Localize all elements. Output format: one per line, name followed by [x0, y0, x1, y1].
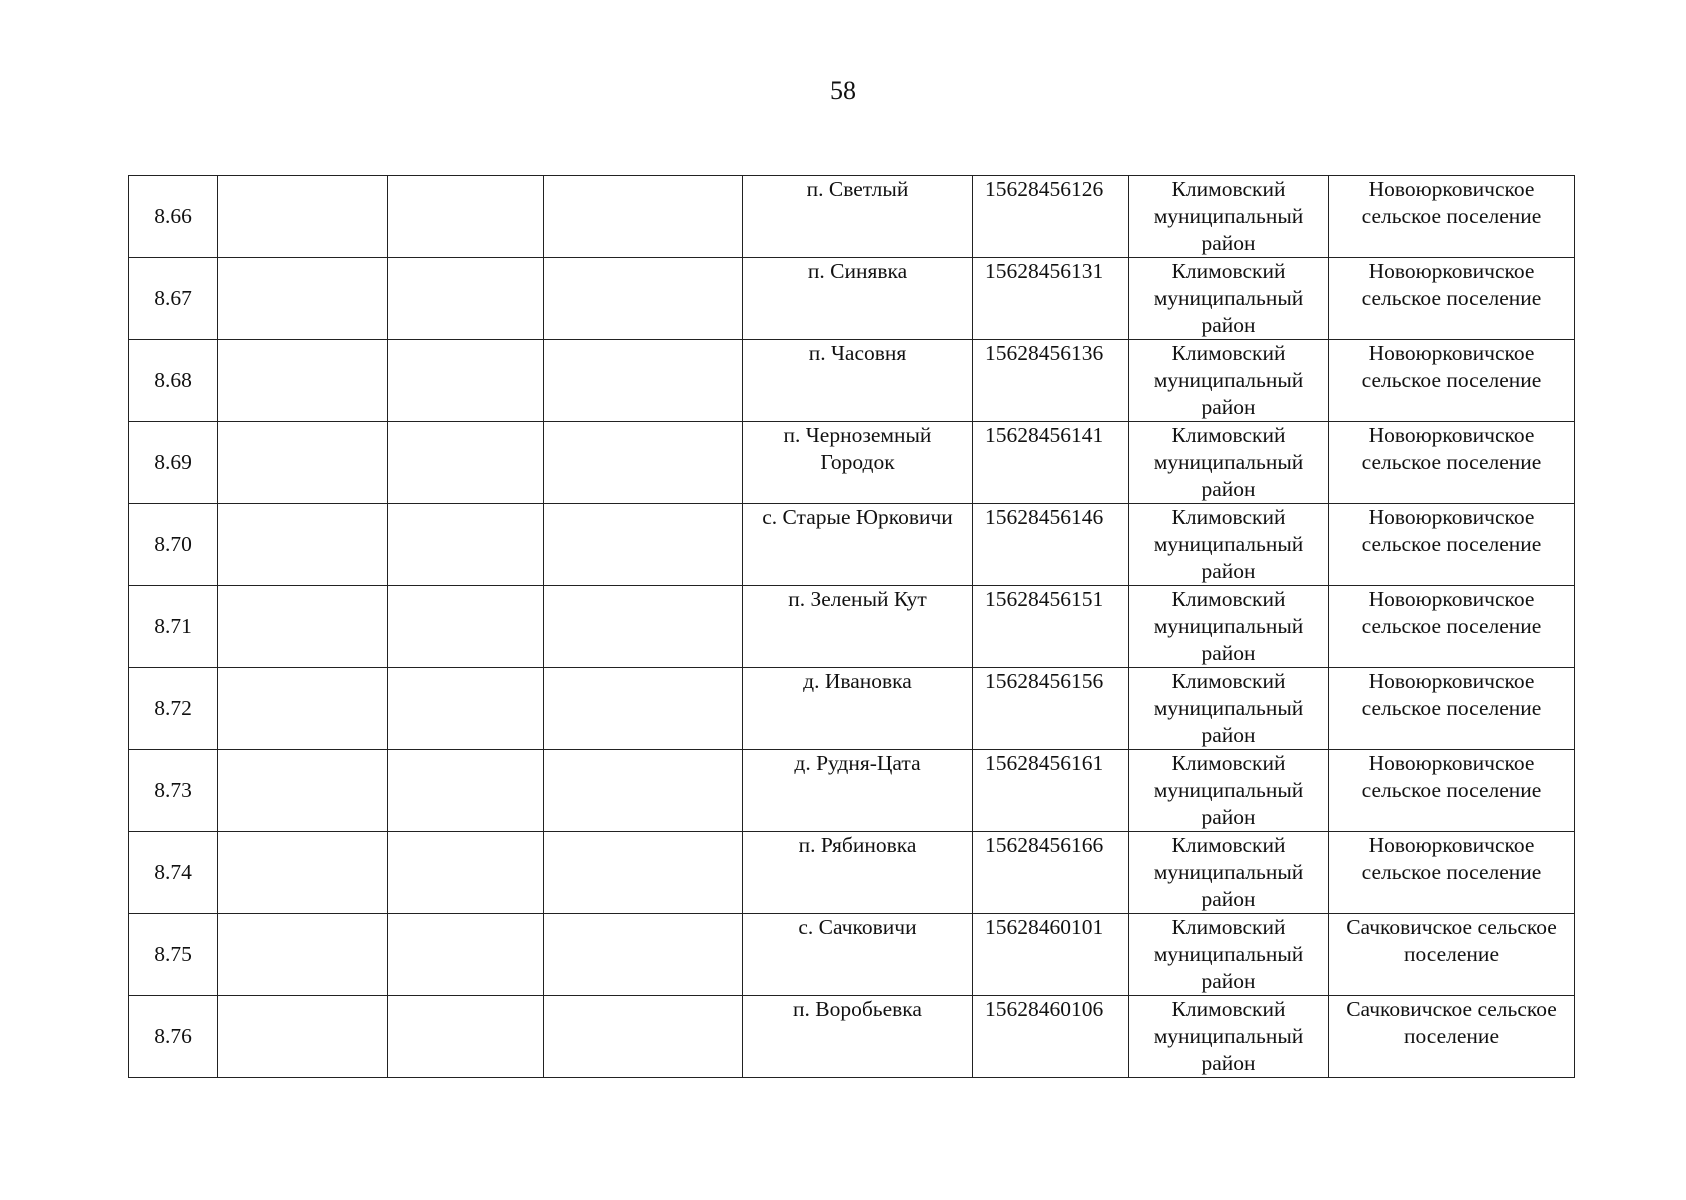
settlement-table	[128, 175, 1575, 1078]
empty-cell	[544, 750, 743, 832]
settlement-name-cell: с. Сачковичи	[743, 914, 973, 996]
table-row	[129, 340, 1575, 422]
district-cell: Климовский муниципальный район	[1129, 504, 1329, 586]
row-number-cell: 8.74	[129, 832, 218, 914]
empty-cell	[218, 668, 388, 750]
table-row	[129, 750, 1575, 832]
empty-cell	[218, 996, 388, 1078]
settlement-name-cell: п. Зеленый Кут	[743, 586, 973, 668]
municipality-cell: Новоюрковичское сельское поселение	[1329, 504, 1575, 586]
table-row	[129, 832, 1575, 914]
oktmo-code-cell: 15628456161	[973, 750, 1129, 832]
row-number-cell: 8.69	[129, 422, 218, 504]
settlement-name-cell: с. Старые Юрковичи	[743, 504, 973, 586]
district-cell: Климовский муниципальный район	[1129, 832, 1329, 914]
settlement-name-cell: п. Часовня	[743, 340, 973, 422]
row-number-cell: 8.70	[129, 504, 218, 586]
empty-cell	[544, 668, 743, 750]
district-cell: Климовский муниципальный район	[1129, 258, 1329, 340]
empty-cell	[218, 504, 388, 586]
empty-cell	[218, 340, 388, 422]
empty-cell	[544, 914, 743, 996]
empty-cell	[388, 504, 544, 586]
empty-cell	[218, 258, 388, 340]
row-number-cell: 8.71	[129, 586, 218, 668]
district-cell: Климовский муниципальный район	[1129, 668, 1329, 750]
municipality-cell: Новоюрковичское сельское поселение	[1329, 586, 1575, 668]
empty-cell	[388, 340, 544, 422]
empty-cell	[388, 258, 544, 340]
table-row	[129, 504, 1575, 586]
oktmo-code-cell: 15628456136	[973, 340, 1129, 422]
table-row	[129, 668, 1575, 750]
municipality-cell: Новоюрковичское сельское поселение	[1329, 258, 1575, 340]
table-row	[129, 996, 1575, 1078]
empty-cell	[544, 504, 743, 586]
row-number-cell: 8.73	[129, 750, 218, 832]
empty-cell	[218, 832, 388, 914]
row-number-cell: 8.66	[129, 176, 218, 258]
oktmo-code-cell: 15628456156	[973, 668, 1129, 750]
municipality-cell: Сачковичское сельское поселение	[1329, 914, 1575, 996]
oktmo-code-cell: 15628456126	[973, 176, 1129, 258]
municipality-cell: Новоюрковичское сельское поселение	[1329, 668, 1575, 750]
oktmo-code-cell: 15628460106	[973, 996, 1129, 1078]
municipality-cell: Новоюрковичское сельское поселение	[1329, 832, 1575, 914]
oktmo-code-cell: 15628460101	[973, 914, 1129, 996]
empty-cell	[544, 832, 743, 914]
table-row	[129, 176, 1575, 258]
row-number-cell: 8.76	[129, 996, 218, 1078]
empty-cell	[218, 422, 388, 504]
table-body	[129, 176, 1575, 1078]
oktmo-code-cell: 15628456141	[973, 422, 1129, 504]
district-cell: Климовский муниципальный район	[1129, 914, 1329, 996]
municipality-cell: Сачковичское сельское поселение	[1329, 996, 1575, 1078]
municipality-cell: Новоюрковичское сельское поселение	[1329, 340, 1575, 422]
district-cell: Климовский муниципальный район	[1129, 340, 1329, 422]
settlement-name-cell: п. Рябиновка	[743, 832, 973, 914]
oktmo-code-cell: 15628456151	[973, 586, 1129, 668]
page-number: 58	[830, 76, 856, 105]
empty-cell	[388, 832, 544, 914]
district-cell: Климовский муниципальный район	[1129, 750, 1329, 832]
settlement-name-cell: д. Рудня-Цата	[743, 750, 973, 832]
empty-cell	[544, 176, 743, 258]
empty-cell	[388, 586, 544, 668]
empty-cell	[544, 422, 743, 504]
district-cell: Климовский муниципальный район	[1129, 586, 1329, 668]
district-cell: Климовский муниципальный район	[1129, 422, 1329, 504]
empty-cell	[544, 586, 743, 668]
row-number-cell: 8.75	[129, 914, 218, 996]
empty-cell	[218, 914, 388, 996]
oktmo-code-cell: 15628456146	[973, 504, 1129, 586]
empty-cell	[218, 750, 388, 832]
settlement-name-cell: д. Ивановка	[743, 668, 973, 750]
row-number-cell: 8.72	[129, 668, 218, 750]
district-cell: Климовский муниципальный район	[1129, 996, 1329, 1078]
row-number-cell: 8.67	[129, 258, 218, 340]
empty-cell	[388, 914, 544, 996]
settlement-name-cell: п. Светлый	[743, 176, 973, 258]
municipality-cell: Новоюрковичское сельское поселение	[1329, 750, 1575, 832]
empty-cell	[544, 996, 743, 1078]
empty-cell	[388, 176, 544, 258]
settlement-name-cell: п. Воробьевка	[743, 996, 973, 1078]
empty-cell	[388, 996, 544, 1078]
table-row	[129, 586, 1575, 668]
empty-cell	[218, 586, 388, 668]
oktmo-code-cell: 15628456166	[973, 832, 1129, 914]
empty-cell	[544, 258, 743, 340]
table-row	[129, 422, 1575, 504]
oktmo-code-cell: 15628456131	[973, 258, 1129, 340]
table-row	[129, 258, 1575, 340]
settlement-name-cell: п. Черноземный Городок	[743, 422, 973, 504]
municipality-cell: Новоюрковичское сельское поселение	[1329, 422, 1575, 504]
table-row	[129, 914, 1575, 996]
empty-cell	[388, 422, 544, 504]
municipality-cell: Новоюрковичское сельское поселение	[1329, 176, 1575, 258]
empty-cell	[218, 176, 388, 258]
row-number-cell: 8.68	[129, 340, 218, 422]
settlement-name-cell: п. Синявка	[743, 258, 973, 340]
district-cell: Климовский муниципальный район	[1129, 176, 1329, 258]
empty-cell	[544, 340, 743, 422]
empty-cell	[388, 750, 544, 832]
empty-cell	[388, 668, 544, 750]
